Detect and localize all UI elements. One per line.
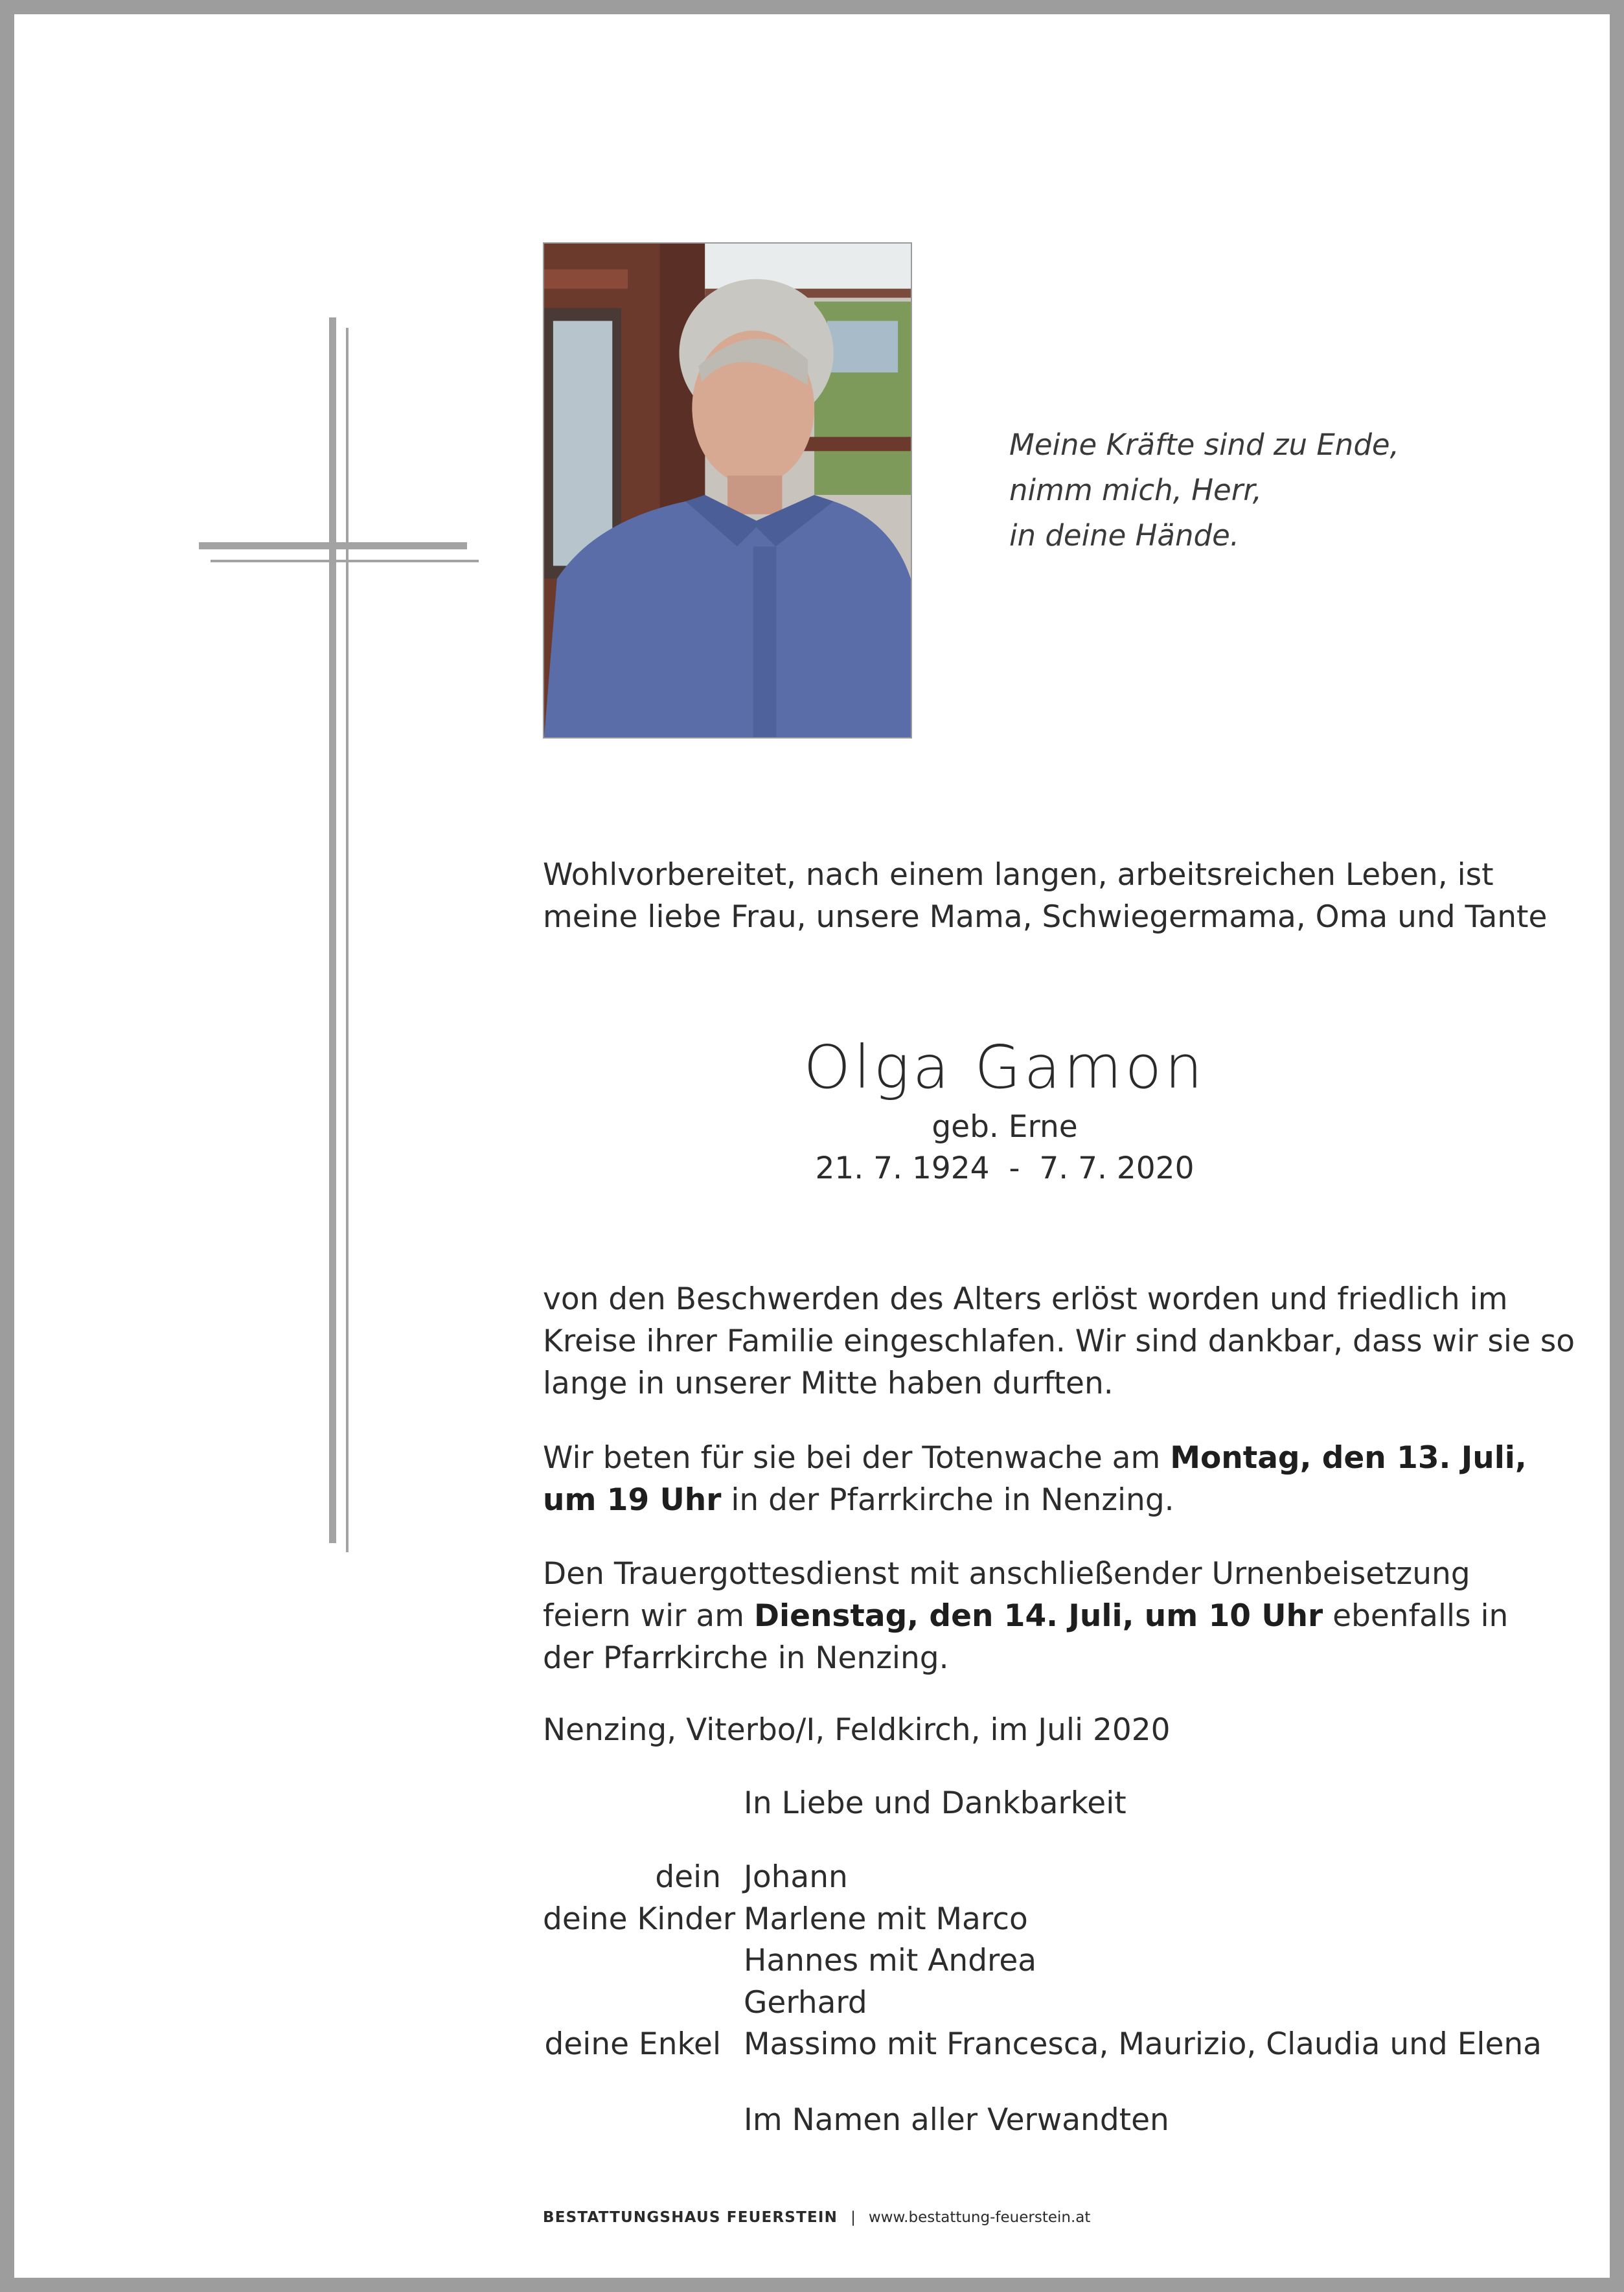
intro-text [543, 854, 1547, 938]
signoff: Im Namen aller Verwandten [744, 2102, 1169, 2138]
birth-date: 21. 7. 1924 [815, 1151, 990, 1186]
service-line: feiern wir am Dienstag, den 14. Juli, um 10 Uhr ebenfalls in [543, 1598, 1509, 1634]
verse-line: in deine Hände. [1009, 518, 1240, 553]
wake-line: Wir beten für sie bei der Totenwache am Montag, den 13. Juli, [543, 1440, 1527, 1476]
message-line: von den Beschwerden des Alters erlöst worden und friedlich im [543, 1281, 1508, 1317]
deceased-name: Olga Gamon [803, 1033, 1206, 1102]
website-link[interactable]: www.bestattung-feuerstein.at [868, 2209, 1091, 2226]
wake-time: um 19 Uhr [543, 1482, 722, 1518]
relation-label [543, 1940, 721, 1982]
wake-line: um 19 Uhr in der Pfarrkirche in Nenzing. [543, 1482, 1174, 1518]
relation-label: dein [655, 1859, 721, 1895]
verse-line: nimm mich, Herr, [1009, 473, 1262, 507]
relation-label [543, 1982, 721, 2024]
list-item [543, 1940, 1542, 1982]
life-dates [543, 1148, 1467, 1189]
portrait-photo [543, 242, 912, 739]
deceased-block [543, 1029, 1467, 1189]
place-date: Nenzing, Viterbo/I, Feldkirch, im Juli 2020 [543, 1712, 1171, 1748]
maiden-name: geb. Erne [932, 1109, 1078, 1145]
death-date: 7. 7. 2020 [1039, 1151, 1195, 1186]
list-item [543, 1982, 1542, 2024]
service-line: Den Trauergottesdienst mit anschließender Urnenbeisetzung [543, 1556, 1470, 1592]
relative-names: Marlene mit Marco [744, 1901, 1028, 1937]
date-separator: - [989, 1151, 1040, 1186]
service-line: der Pfarrkirche in Nenzing. [543, 1640, 949, 1676]
verse [1009, 422, 1399, 558]
verse-line: Meine Kräfte sind zu Ende, [1009, 428, 1399, 462]
message-text [543, 1278, 1575, 1404]
relation-label: deine Enkel [544, 2026, 721, 2062]
footer-separator: | [851, 2209, 856, 2226]
service-datetime: Dienstag, den 14. Juli, um 10 Uhr [753, 1598, 1323, 1634]
relative-names: Johann [744, 1859, 848, 1895]
message-line: Kreise ihrer Familie eingeschlafen. Wir sind dankbar, dass wir sie so [543, 1324, 1575, 1359]
closing-phrase: In Liebe und Dankbarkeit [744, 1785, 1127, 1821]
relative-names: Massimo mit Francesca, Maurizio, Claudia und Elena [744, 2026, 1542, 2062]
relative-names: Gerhard [744, 1984, 867, 2021]
intro-line: meine liebe Frau, unsere Mama, Schwiegermama, Oma und Tante [543, 899, 1548, 935]
relation-label: deine Kinder [543, 1901, 736, 1937]
family-list [543, 1857, 1542, 2066]
footer [543, 2208, 1090, 2227]
wake-date: Montag, den 13. Juli, [1170, 1440, 1527, 1476]
list-item [543, 1857, 1542, 1899]
list-item [543, 1899, 1542, 1941]
wake-text [543, 1437, 1527, 1521]
company-name: BESTATTUNGSHAUS FEUERSTEIN [543, 2209, 838, 2226]
service-text [543, 1553, 1508, 1679]
message-line: lange in unserer Mitte haben durften. [543, 1366, 1114, 1401]
relative-names: Hannes mit Andrea [744, 1943, 1037, 1978]
intro-line: Wohlvorbereitet, nach einem langen, arbeitsreichen Leben, ist [543, 857, 1494, 893]
list-item [543, 2024, 1542, 2066]
